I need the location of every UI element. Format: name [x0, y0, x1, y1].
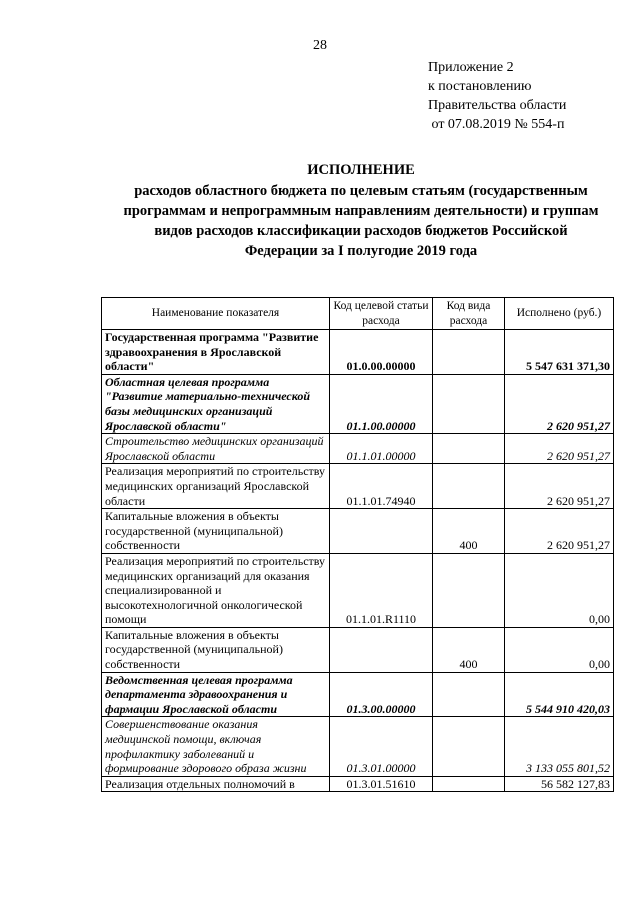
cell-name: Областная целевая программа "Развитие материально-технической базы медицинских организаций Ярославской области" [102, 374, 330, 433]
title-line: Федерации за I полугодие 2019 года [244, 243, 478, 259]
cell-type: 400 [433, 627, 505, 672]
cell-name: Капитальные вложения в объекты государственной (муниципальной) собственности [102, 627, 330, 672]
table-row [102, 374, 614, 433]
header-name: Наименование показателя [102, 298, 330, 330]
cell-amount: 5 544 910 420,03 [505, 672, 614, 717]
appendix-block [428, 58, 566, 134]
cell-amount: 2 620 951,27 [505, 374, 614, 433]
appendix-line: к постановлению [428, 79, 532, 94]
cell-code [330, 627, 433, 672]
cell-code: 01.1.00.00000 [330, 374, 433, 433]
cell-type [433, 553, 505, 627]
table-row [102, 717, 614, 776]
cell-amount: 56 582 127,83 [505, 776, 614, 792]
table-row [102, 672, 614, 717]
table-header-row [102, 298, 614, 330]
table-body [102, 330, 614, 792]
cell-amount: 0,00 [505, 627, 614, 672]
cell-code [330, 509, 433, 554]
cell-name: Государственная программа "Развитие здравоохранения в Ярославской области" [102, 330, 330, 375]
cell-name: Ведомственная целевая программа департамента здравоохранения и фармации Ярославской области [102, 672, 330, 717]
table-row [102, 553, 614, 627]
header-code: Код целевой статьи расхода [330, 298, 433, 330]
table-row [102, 627, 614, 672]
cell-code: 01.1.01.00000 [330, 434, 433, 464]
table-row [102, 330, 614, 375]
cell-name: Реализация отдельных полномочий в [102, 776, 330, 792]
appendix-line: Приложение 2 [428, 60, 514, 75]
cell-name: Капитальные вложения в объекты государственной (муниципальной) собственности [102, 509, 330, 554]
document-title [96, 160, 626, 261]
cell-code: 01.3.01.00000 [330, 717, 433, 776]
cell-type [433, 374, 505, 433]
header-amount: Исполнено (руб.) [505, 298, 614, 330]
cell-amount: 2 620 951,27 [505, 434, 614, 464]
table-row [102, 464, 614, 509]
cell-code: 01.3.00.00000 [330, 672, 433, 717]
title-line: программам и непрограммным направлениям деятельности) и группам [123, 203, 599, 219]
cell-name: Совершенствование оказания медицинской помощи, включая профилактику заболеваний и формирование здорового образа жизни [102, 717, 330, 776]
table-row [102, 509, 614, 554]
cell-type [433, 330, 505, 375]
title-heading: ИСПОЛНЕНИЕ [307, 162, 415, 178]
cell-code: 01.3.01.51610 [330, 776, 433, 792]
cell-type [433, 717, 505, 776]
appendix-line: от 07.08.2019 № 554-п [428, 117, 565, 132]
cell-name: Реализация мероприятий по строительству медицинских организаций Ярославской области [102, 464, 330, 509]
cell-type [433, 776, 505, 792]
cell-amount: 0,00 [505, 553, 614, 627]
cell-amount: 2 620 951,27 [505, 464, 614, 509]
expenditure-table [101, 297, 614, 792]
cell-type: 400 [433, 509, 505, 554]
cell-amount: 2 620 951,27 [505, 509, 614, 554]
title-line: расходов областного бюджета по целевым статьям (государственным [134, 183, 588, 199]
page-number: 28 [313, 38, 327, 53]
cell-name: Реализация мероприятий по строительству медицинских организаций для оказания специализированной и высокотехнологичной онкологической помощи [102, 553, 330, 627]
title-line: видов расходов классификации расходов бюджетов Российской [154, 223, 568, 239]
cell-code: 01.0.00.00000 [330, 330, 433, 375]
cell-code: 01.1.01.R1110 [330, 553, 433, 627]
table-row [102, 434, 614, 464]
cell-code: 01.1.01.74940 [330, 464, 433, 509]
cell-amount: 5 547 631 371,30 [505, 330, 614, 375]
cell-type [433, 672, 505, 717]
cell-type [433, 464, 505, 509]
cell-name: Строительство медицинских организаций Ярославской области [102, 434, 330, 464]
cell-type [433, 434, 505, 464]
appendix-line: Правительства области [428, 98, 567, 113]
table-row [102, 776, 614, 792]
cell-amount: 3 133 055 801,52 [505, 717, 614, 776]
header-type: Код вида расхода [433, 298, 505, 330]
